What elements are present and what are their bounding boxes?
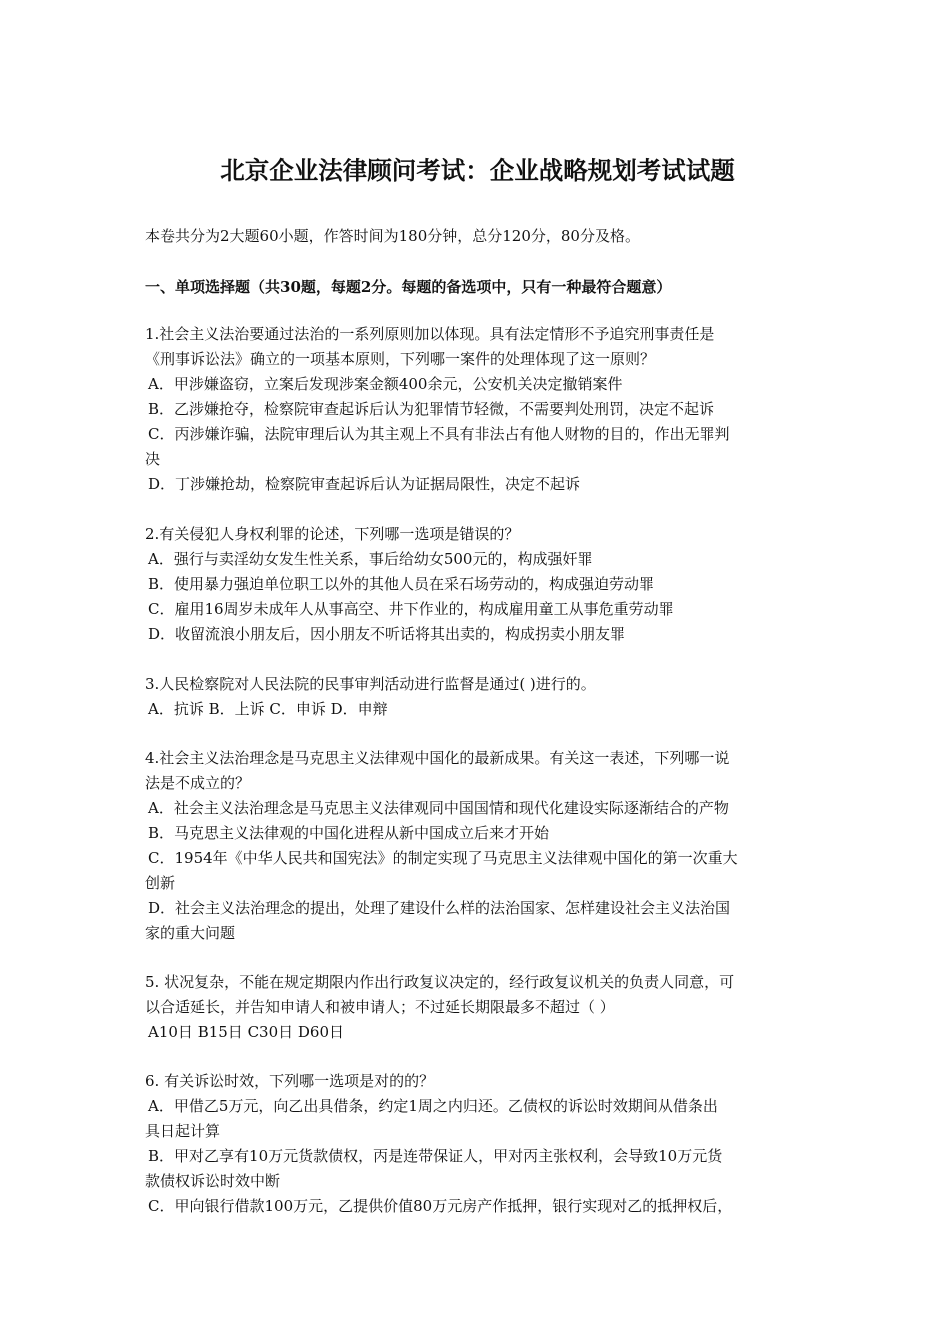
option-d: D．丁涉嫌抢劫，检察院审查起诉后认为证据局限性，决定不起诉	[148, 475, 581, 493]
question-stem-line: 2.有关侵犯人身权利罪的论述，下列哪一选项是错误的？	[145, 525, 520, 543]
question-stem-line: 1.社会主义法治要通过法治的一系列原则加以体现。具有法定情形不予追究刑事责任是	[145, 325, 715, 343]
question-stem-line: 以合适延长，并告知申请人和被申请人；不过延长期限最多不超过（ ）	[145, 998, 615, 1016]
document-title: 北京企业法律顾问考试：企业战略规划考试试题	[220, 156, 735, 185]
question-3	[145, 672, 810, 722]
option-b: B．甲对乙享有10万元货款债权，丙是连带保证人，甲对丙主张权利，会导致10万元货	[148, 1147, 723, 1165]
options-inline: A10日 B15日 C30日 D60日	[148, 1023, 345, 1041]
question-stem-line: 5. 状况复杂，不能在规定期限内作出行政复议决定的，经行政复议机关的负责人同意，可	[145, 973, 735, 991]
option-a: A．甲借乙5万元，向乙出具借条，约定1周之内归还。乙债权的诉讼时效期间从借条出	[148, 1097, 718, 1115]
option-a: A．强行与卖淫幼女发生性关系，事后给幼女500元的，构成强奸罪	[148, 550, 593, 568]
question-1	[145, 322, 810, 497]
question-4	[145, 746, 810, 946]
question-stem-line: 4.社会主义法治理念是马克思主义法律观中国化的最新成果。有关这一表述，下列哪一说	[145, 749, 730, 767]
option-d: D．收留流浪小朋友后，因小朋友不听话将其出卖的，构成拐卖小朋友罪	[148, 625, 626, 643]
option-c: C．雇用16周岁未成年人从事高空、井下作业的，构成雇用童工从事危重劳动罪	[148, 600, 674, 618]
options-inline: A．抗诉 B．上诉 C．申诉 D．申辩	[148, 700, 388, 718]
option-c: C．1954年《中华人民共和国宪法》的制定实现了马克思主义法律观中国化的第一次重大	[148, 849, 738, 867]
option-d: D．社会主义法治理念的提出，处理了建设什么样的法治国家、怎样建设社会主义法治国	[148, 899, 731, 917]
option-a: A．社会主义法治理念是马克思主义法律观同中国国情和现代化建设实际逐渐结合的产物	[148, 799, 729, 817]
option-b: B．马克思主义法律观的中国化进程从新中国成立后来才开始	[148, 824, 550, 842]
question-stem-line: 法是不成立的？	[145, 774, 251, 792]
question-6	[145, 1069, 810, 1219]
option-b: B．乙涉嫌抢夺，检察院审查起诉后认为犯罪情节轻微，不需要判处刑罚，决定不起诉	[148, 400, 715, 418]
question-stem-line: 《刑事诉讼法》确立的一项基本原则，下列哪一案件的处理体现了这一原则？	[145, 350, 656, 368]
question-stem-line: 6. 有关诉讼时效，下列哪一选项是对的的？	[145, 1072, 435, 1090]
option-b: B．使用暴力强迫单位职工以外的其他人员在采石场劳动的，构成强迫劳动罪	[148, 575, 655, 593]
question-stem-line: 3.人民检察院对人民法院的民事审判活动进行监督是通过( )进行的。	[145, 675, 596, 693]
option-c-continuation: 决	[145, 450, 161, 468]
option-c-continuation: 创新	[145, 874, 176, 892]
option-a-continuation: 具日起计算	[145, 1122, 221, 1140]
question-5	[145, 970, 810, 1045]
option-c: C．甲向银行借款100万元，乙提供价值80万元房产作抵押，银行实现对乙的抵押权后，	[148, 1197, 733, 1215]
option-b-continuation: 款债权诉讼时效中断	[145, 1172, 281, 1190]
option-a: A．甲涉嫌盗窃，立案后发现涉案金额400余元，公安机关决定撤销案件	[148, 375, 623, 393]
exam-intro: 本卷共分为2大题60小题，作答时间为180分钟，总分120分，80分及格。	[145, 227, 640, 245]
section-heading: 一、单项选择题（共30题，每题2分。每题的备选项中，只有一种最符合题意）	[145, 278, 672, 296]
option-c: C．丙涉嫌诈骗，法院审理后认为其主观上不具有非法占有他人财物的目的，作出无罪判	[148, 425, 730, 443]
option-d-continuation: 家的重大问题	[145, 924, 236, 942]
question-2	[145, 522, 810, 647]
